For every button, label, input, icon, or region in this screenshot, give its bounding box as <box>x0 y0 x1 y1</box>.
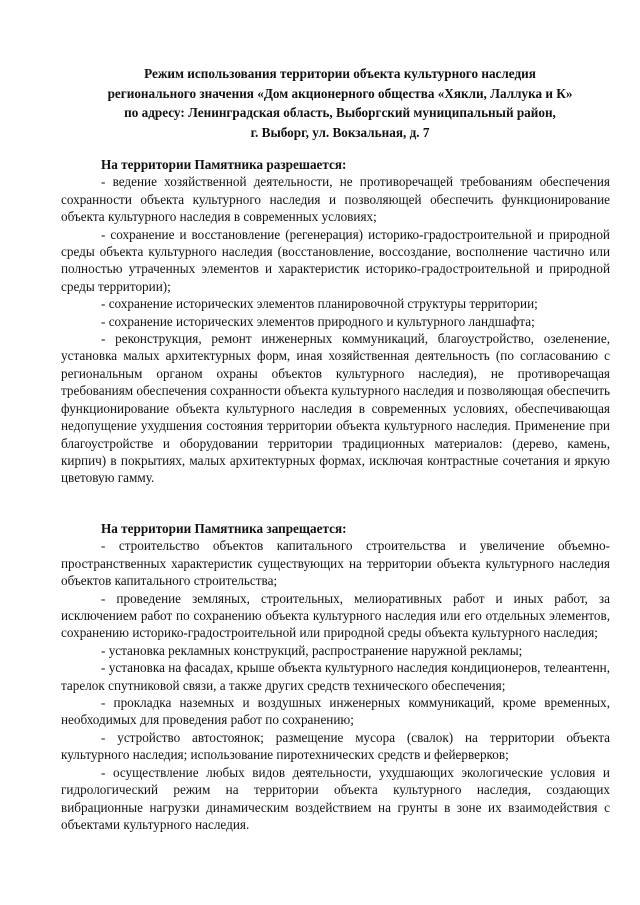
forbidden-item: - устройство автостоянок; размещение мусора (свалок) на территории объекта культурного наследия; использование пиротехнических средств и фейерверков; <box>61 729 610 763</box>
forbidden-heading: На территории Памятника запрещается: <box>101 521 347 536</box>
title-line: Режим использования территории объекта культурного наследия <box>144 66 536 81</box>
allowed-item: - реконструкция, ремонт инженерных коммуникаций, благоустройство, озеленение, установка малых архитектурных форм, иная хозяйственная деятельность (по согласованию с региональным органом охраны объектов культурного наследия), не противоречащая требованиям обеспечения сохранности объекта культурного наследия и позволяющая обеспечить функционирование объекта культурного наследия в современных условиях, обеспечивающая недопущение ухудшения состояния территории объекта культурного наследия. Применение при благоустройстве и оборудовании территории традиционных материалов: (дерево, камень, кирпич) в покрытиях, малых архитектурных формах, исключая контрастные сочетания и яркую цветовую гамму. <box>61 331 610 486</box>
title-line: по адресу: Ленинградская область, Выборгский муниципальный район, <box>124 105 556 120</box>
forbidden-item: - установка рекламных конструкций, распространение наружной рекламы; <box>101 642 523 658</box>
forbidden-item: - осуществление любых видов деятельности, ухудшающих экологические условия и гидрологический режим на территории объекта культурного наследия, создающих вибрационные нагрузки динамическим воздействием на грунты в зоне их взаимодействия с объектами культурного наследия. <box>61 764 610 832</box>
forbidden-section <box>61 520 610 833</box>
document-title <box>60 64 620 142</box>
forbidden-item: - строительство объектов капитального строительства и увеличение объемно-пространственных характеристик существующих на территории объекта культурного наследия объектов капитального строительства; <box>61 538 610 589</box>
allowed-item: - сохранение исторических элементов природного и культурного ландшафта; <box>101 313 535 329</box>
forbidden-item: - установка на фасадах, крыше объекта культурного наследия кондиционеров, телеантенн, тарелок спутниковой связи, а также других средств технического обеспечения; <box>61 660 610 693</box>
allowed-item: - ведение хозяйственной деятельности, не противоречащей требованиям обеспечения сохранности объекта культурного наследия и позволяющей обеспечить функционирование объекта культурного наследия в современных условиях; <box>61 174 610 225</box>
title-line: г. Выборг, ул. Вокзальная, д. 7 <box>250 124 430 140</box>
forbidden-item: - проведение земляных, строительных, мелиоративных работ и иных работ, за исключением работ по сохранению объекта культурного наследия или его отдельных элементов, сохранению историко-градостроительной или природной среды объекта культурного наследия; <box>61 590 610 641</box>
allowed-heading: На территории Памятника разрешается: <box>101 157 347 172</box>
allowed-item: - сохранение и восстановление (регенерация) историко-градостроительной и природной среды объекта культурного наследия (восстановление, воссоздание, восполнение частично или полностью утраченных элементов и характеристик историко-градостроительной и природной среды территории); <box>61 226 610 294</box>
title-line: регионального значения «Дом акционерного общества «Хякли, Лаллука и К» <box>107 85 573 101</box>
forbidden-item: - прокладка наземных и воздушных инженерных коммуникаций, кроме временных, необходимых для проведения работ по сохранению; <box>61 695 610 728</box>
allowed-section <box>61 156 610 487</box>
allowed-item: - сохранение исторических элементов планировочной структуры территории; <box>101 296 538 312</box>
